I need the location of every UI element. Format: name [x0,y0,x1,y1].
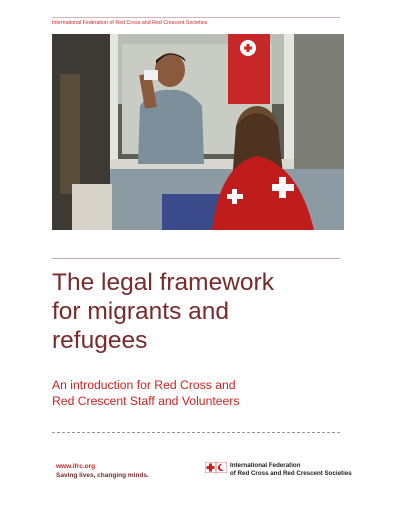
footer-left [56,462,149,480]
title-rule [52,258,340,259]
website-link[interactable]: www.ifrc.org [56,463,96,470]
tagline: Saving lives, changing minds. [56,472,149,479]
logo-emblems [205,462,227,473]
footer-divider [52,432,340,433]
red-cross-icon [205,462,216,473]
document-subtitle [52,377,342,409]
logo-line-1: International Federation [230,462,301,469]
subtitle-line-1: An introduction for Red Cross and [52,378,236,392]
title-line-1: The legal framework [52,269,274,296]
header-rule [52,17,340,18]
red-crescent-icon [216,462,227,473]
cover-photo [52,34,344,230]
title-line-3: refugees [52,327,148,354]
ifrc-logo [205,462,352,477]
org-header: International Federation of Red Cross and Red Crescent Societies [52,20,208,26]
logo-text [230,462,352,477]
logo-line-2: of Red Cross and Red Crescent Societies [230,469,352,477]
title-line-2: for migrants and [52,298,230,325]
document-title [52,268,342,355]
subtitle-line-2: Red Crescent Staff and Volunteers [52,394,240,408]
